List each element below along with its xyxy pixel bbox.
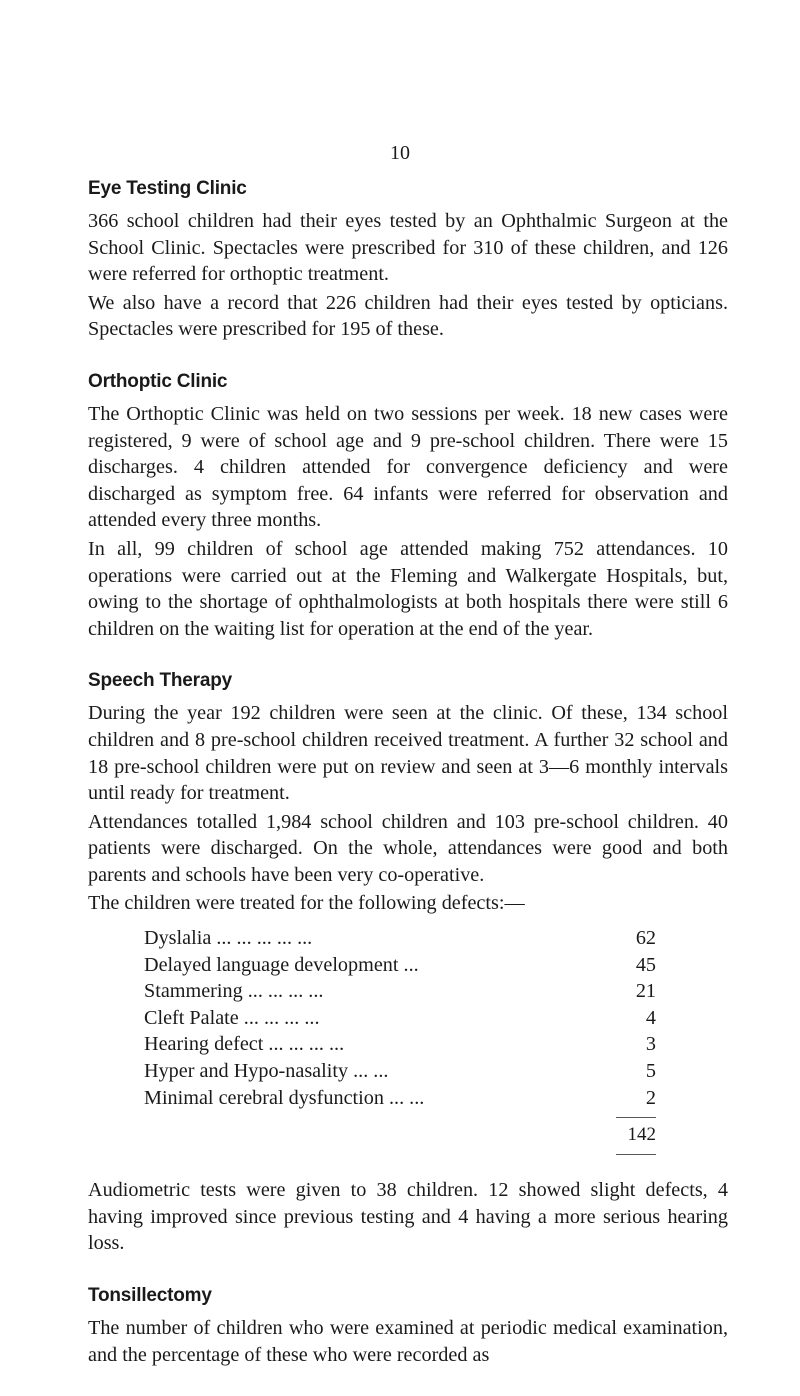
defect-row	[144, 1058, 656, 1085]
defect-label: Delayed language development ...	[144, 953, 419, 976]
paragraph: The number of children who were examined at periodic medical examination, and the percentage of these who were recorded as	[88, 1317, 728, 1366]
heading-eye-testing: Eye Testing Clinic	[88, 178, 247, 199]
paragraph: The children were treated for the following defects:—	[88, 892, 525, 915]
defect-row	[144, 1005, 656, 1032]
defect-value: 4	[645, 1006, 656, 1029]
defect-value: 21	[635, 980, 656, 1003]
defect-row	[144, 1031, 656, 1058]
defect-row	[144, 1085, 656, 1112]
section-tonsillectomy	[88, 1285, 728, 1368]
defect-label: Hearing defect ... ... ... ...	[144, 1033, 345, 1056]
paragraph: During the year 192 children were seen at the clinic. Of these, 134 school children and 8 pre-school children received treatment. A further 32 school and 18 pre-school children were put on review and seen at 3—6 monthly intervals until ready for treatment.	[88, 702, 728, 805]
section-eye-testing	[88, 178, 728, 343]
section-speech-therapy	[88, 670, 728, 1257]
paragraph: We also have a record that 226 children had their eyes tested by opticians. Spectacles were prescribed for 195 of these.	[88, 291, 728, 341]
paragraph: Attendances totalled 1,984 school children and 103 pre-school children. 40 patients were discharged. On the whole, attendances were good and both parents and schools have been very co-operative.	[88, 810, 728, 886]
paragraph: The Orthoptic Clinic was held on two sessions per week. 18 new cases were registered, 9 were of school age and 9 pre-school children. There were 15 discharges. 4 children attended for convergence deficiency and were discharged as symptom free. 64 infants were referred for observation and attended every three months.	[88, 402, 728, 532]
heading-tonsillectomy: Tonsillectomy	[88, 1285, 212, 1306]
defect-label: Stammering ... ... ... ...	[144, 980, 324, 1003]
section-orthoptic	[88, 371, 728, 642]
defect-label: Cleft Palate ... ... ... ...	[144, 1006, 320, 1029]
defect-value: 3	[645, 1033, 656, 1056]
total-row	[144, 1118, 656, 1154]
total-value: 142	[627, 1124, 656, 1146]
defect-value: 2	[645, 1086, 656, 1109]
defect-value: 5	[645, 1060, 656, 1083]
defect-label: Hyper and Hypo-nasality ... ...	[144, 1060, 389, 1083]
page-number: 10	[390, 142, 410, 164]
defect-value: 45	[635, 953, 656, 976]
defect-value: 62	[635, 927, 656, 950]
paragraph: Audiometric tests were given to 38 children. 12 showed slight defects, 4 having improved since previous testing and 4 having a more serious hearing loss.	[88, 1179, 728, 1255]
page-content	[88, 178, 728, 1396]
heading-speech-therapy: Speech Therapy	[88, 670, 232, 692]
total-rule-bottom	[616, 1154, 656, 1155]
defect-label: Dyslalia ... ... ... ... ...	[144, 927, 313, 950]
defect-row	[144, 978, 656, 1005]
defect-row	[144, 952, 656, 979]
paragraph: 366 school children had their eyes tested by an Ophthalmic Surgeon at the School Clinic. Spectacles were prescribed for 310 of these children, and 126 were referred for orthoptic treatment.	[88, 210, 728, 286]
defect-label: Minimal cerebral dysfunction ... ...	[144, 1086, 425, 1109]
defects-table	[144, 925, 656, 1155]
defect-row	[144, 925, 656, 952]
paragraph: In all, 99 children of school age attended making 752 attendances. 10 operations were carried out at the Fleming and Walkergate Hospitals, but, owing to the shortage of ophthalmologists at both hospitals there were still 6 children on the waiting list for operation at the end of the year.	[88, 537, 728, 640]
heading-orthoptic: Orthoptic Clinic	[88, 370, 228, 392]
